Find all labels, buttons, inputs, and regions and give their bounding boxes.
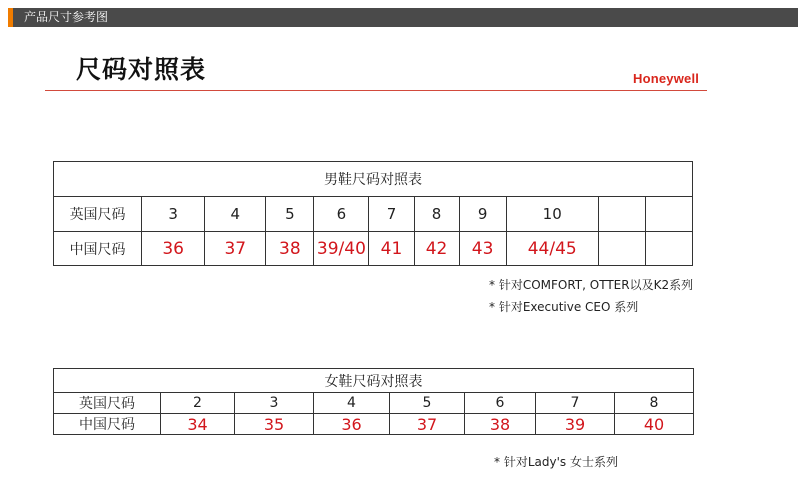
women-cn-size: 39	[536, 414, 615, 435]
women-uk-size: 8	[615, 393, 694, 414]
men-uk-label: 英国尺码	[54, 197, 142, 232]
header-accent-stripe	[8, 8, 13, 27]
men-cn-size-empty	[645, 232, 692, 266]
women-uk-size: 3	[235, 393, 314, 414]
women-cn-size: 34	[161, 414, 235, 435]
women-cn-size: 36	[314, 414, 390, 435]
men-uk-size: 3	[142, 197, 205, 232]
women-uk-size: 2	[161, 393, 235, 414]
men-uk-size: 5	[266, 197, 314, 232]
women-cn-size: 38	[465, 414, 536, 435]
women-cn-size: 35	[235, 414, 314, 435]
women-cn-size: 40	[615, 414, 694, 435]
men-table-caption: 男鞋尺码对照表	[54, 162, 693, 197]
header-bar	[8, 8, 798, 27]
men-cn-size: 38	[266, 232, 314, 266]
women-uk-label: 英国尺码	[54, 393, 161, 414]
women-cn-label: 中国尺码	[54, 414, 161, 435]
title-divider	[45, 90, 707, 91]
men-cn-size: 43	[459, 232, 506, 266]
header-title: 产品尺寸参考图	[24, 10, 109, 24]
women-note-lady: * 针对Lady's 女士系列	[494, 455, 618, 469]
men-cn-size: 42	[414, 232, 459, 266]
brand-logo: Honeywell	[633, 71, 700, 86]
women-cn-size: 37	[390, 414, 465, 435]
men-cn-size: 37	[205, 232, 266, 266]
women-uk-size: 4	[314, 393, 390, 414]
men-size-table	[53, 161, 693, 266]
men-note-comfort: * 针对COMFORT, OTTER以及K2系列	[489, 278, 694, 292]
men-uk-size: 9	[459, 197, 506, 232]
men-uk-size-empty	[598, 197, 645, 232]
women-table-caption: 女鞋尺码对照表	[54, 369, 694, 393]
women-uk-size: 6	[465, 393, 536, 414]
men-uk-size-empty	[645, 197, 692, 232]
men-cn-size: 44/45	[506, 232, 598, 266]
men-cn-size: 41	[369, 232, 414, 266]
men-cn-size: 39/40	[314, 232, 369, 266]
men-uk-size: 8	[414, 197, 459, 232]
document-title: 尺码对照表	[76, 55, 207, 84]
men-note-executive: * 针对Executive CEO 系列	[489, 300, 639, 314]
men-uk-size: 7	[369, 197, 414, 232]
women-uk-size: 7	[536, 393, 615, 414]
women-uk-size: 5	[390, 393, 465, 414]
men-uk-size: 4	[205, 197, 266, 232]
men-uk-size: 10	[506, 197, 598, 232]
men-cn-size: 36	[142, 232, 205, 266]
men-uk-size: 6	[314, 197, 369, 232]
men-cn-label: 中国尺码	[54, 232, 142, 266]
men-cn-size-empty	[598, 232, 645, 266]
women-size-table	[53, 368, 694, 435]
